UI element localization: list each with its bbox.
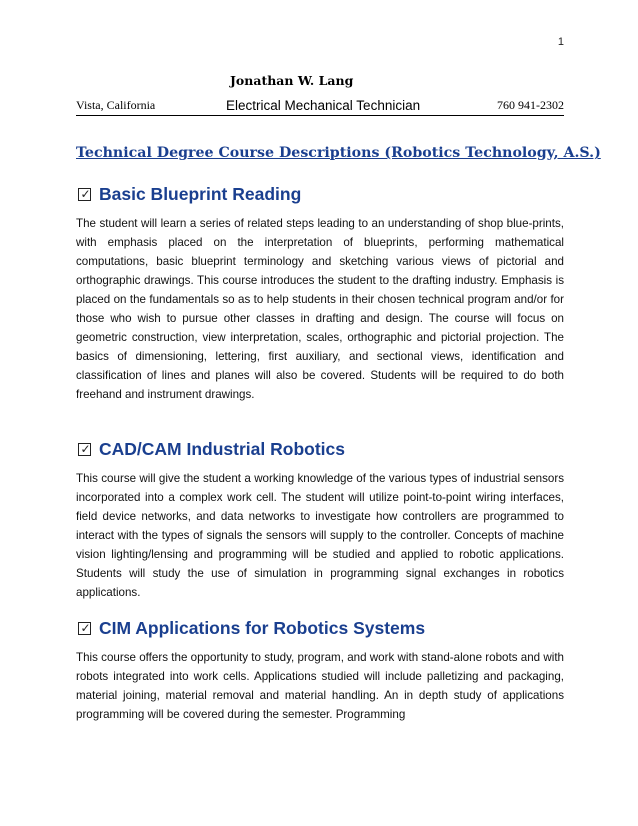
checkbox-icon [78, 443, 91, 456]
section-heading [76, 439, 564, 460]
job-title-text: Electrical Mechanical Technician [226, 98, 421, 113]
checkbox-icon [78, 622, 91, 635]
section-cad-cam-industrial-robotics [76, 439, 564, 602]
section-heading [76, 618, 564, 639]
section-body: This course will give the student a working knowledge of the various types of industrial sensors incorporated into a complex work cell. The student will utilize point-to-point wiring interfaces, field device networks, and data networks to investigate how controllers are programmed to interact with the types of signals the sensors will supply to the controller. Concepts of machine vision lighting/lensing and programming will be studied and applied to robotic applications. Students will study the use of simulation in programming signal exchanges in robotics applications. [76, 472, 564, 599]
author-name: Jonathan W. Lang [230, 73, 354, 88]
document-title: Technical Degree Course Descriptions (Robotics Technology, A.S.) [76, 145, 601, 161]
section-body: This course offers the opportunity to study, program, and work with stand-alone robots and with robots integrated into work cells. Applications studied will include palletizing and packaging, material joining, material removal and material handling. An in depth study of applications programming will be covered during the semester. Programming [76, 651, 564, 721]
section-heading-text: Basic Blueprint Reading [99, 184, 302, 204]
contact-info-row [76, 98, 564, 116]
page-number: 1 [557, 36, 564, 48]
section-heading-text: CIM Applications for Robotics Systems [99, 618, 426, 638]
section-heading-text: CAD/CAM Industrial Robotics [99, 439, 345, 459]
phone-number: 760 941-2302 [497, 98, 564, 112]
section-basic-blueprint-reading [76, 184, 564, 404]
section-heading [76, 184, 564, 205]
location-text: Vista, California [76, 98, 156, 112]
section-cim-applications [76, 618, 564, 724]
section-body: The student will learn a series of related steps leading to an understanding of shop blue-prints, with emphasis placed on the interpretation of blueprints, performing mathematical computations, basic blueprint terminology and sketching various views of pictorial and orthographic drawings. This course introduces the student to the drafting industry. Emphasis is placed on the fundamentals so as to help students in their chosen technical program and/or for those who wish to pursue other classes in drafting and design. The course will focus on geometric construction, view interpretation, scales, orthographic and pictorial projection. The basics of dimensioning, lettering, first auxiliary, and sectional views, identification and classification of lines and planes will also be covered. Students will be required to do both freehand and instrument drawings. [76, 217, 564, 401]
checkbox-icon [78, 188, 91, 201]
